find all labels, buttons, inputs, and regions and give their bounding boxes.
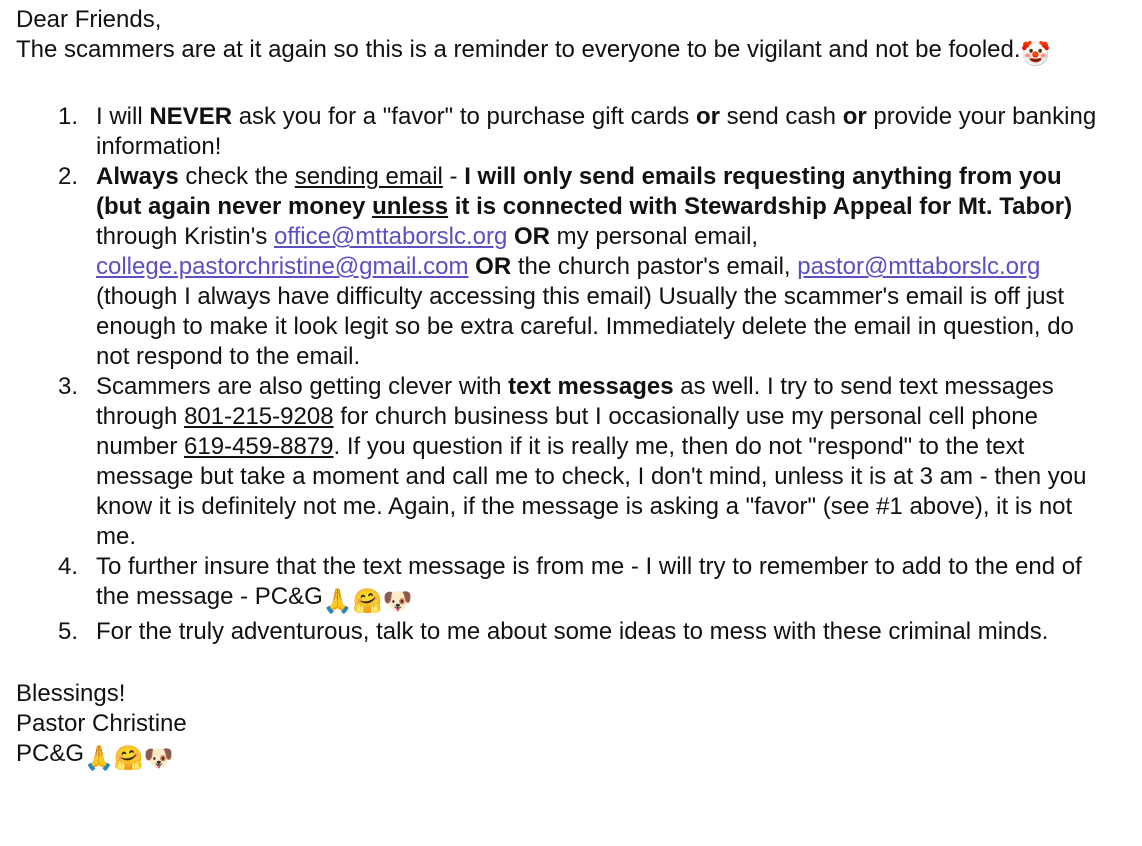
item-underline: sending email [294, 163, 443, 190]
list-item [16, 102, 1142, 162]
blessings-text: Blessings! [16, 680, 126, 707]
item-text: ask you for a "favor" to purchase gift cards [232, 103, 696, 130]
hugging-face-emoji-icon: 🤗 [352, 588, 383, 615]
spacer [16, 647, 1142, 677]
intro-paragraph [16, 35, 1142, 70]
item-bold: I will only send emails requesting anything from you (but again never money [96, 163, 1062, 220]
clown-emoji-icon: 🤡 [1020, 41, 1051, 68]
signature-initials: PC&G [16, 740, 85, 767]
signature-name: Pastor Christine [16, 710, 187, 737]
church-phone-link[interactable]: 801-215-9208 [184, 403, 334, 430]
item-bold: OR [507, 223, 551, 250]
item-text: For the truly adventurous, talk to me about some ideas to mess with these criminal minds. [96, 618, 1049, 645]
dog-face-emoji-icon: 🐶 [143, 745, 174, 772]
list-number: 3. [58, 373, 79, 400]
pastor-email-link[interactable]: pastor@mttaborslc.org [797, 253, 1041, 280]
item-text: I will [96, 103, 150, 130]
greeting: Dear Friends, [16, 6, 162, 33]
hugging-face-emoji-icon: 🤗 [113, 745, 144, 772]
item-bold: text messages [508, 373, 674, 400]
item-text: the church pastor's email, [511, 253, 798, 280]
item-bold-underline: unless [372, 193, 449, 220]
office-email-link[interactable]: office@mttaborslc.org [274, 223, 508, 250]
item-bold: Always [96, 163, 179, 190]
praying-hands-emoji-icon: 🙏 [322, 588, 353, 615]
dog-face-emoji-icon: 🐶 [382, 588, 413, 615]
praying-hands-emoji-icon: 🙏 [84, 745, 114, 772]
item-text: provide your banking information! [96, 103, 1097, 160]
list-item [16, 372, 1142, 552]
item-text: . If you question if it is really me, then do not "respond" to the text message but take a moment and call me to check, I don't mind, unless it is at 3 am - then you know it is definitely not me. Again, if the message is asking a "favor" (see #1 above), it is not me. [96, 433, 1087, 550]
item-text: as well. I try to send text messages through [96, 373, 1054, 430]
item-text: for church business but I occasionally use my personal cell phone number [96, 403, 1038, 460]
item-bold: it is connected with Stewardship Appeal for Mt. Tabor) [448, 193, 1073, 220]
item-text: send cash [719, 103, 843, 130]
signature-initials-line [16, 739, 1142, 774]
item-bold: OR [468, 253, 512, 280]
signoff [16, 679, 1142, 774]
item-text: To further insure that the text message is from me - I will try to remember to add to the end of the message - PC&G [96, 553, 1082, 610]
list-number: 5. [58, 618, 79, 645]
item-text: - [442, 163, 465, 190]
item-bold: or [842, 103, 867, 130]
intro-text: The scammers are at it again so this is a reminder to everyone to be vigilant and not be fooled. [16, 36, 1021, 63]
item-text: Scammers are also getting clever with [96, 373, 509, 400]
personal-email-link[interactable]: college.pastorchristine@gmail.com [96, 253, 469, 280]
list-number: 1. [58, 103, 79, 130]
item-text: check the [178, 163, 295, 190]
list-item [16, 617, 1142, 647]
spacer [16, 70, 1142, 100]
list-number: 2. [58, 163, 79, 190]
list-item [16, 552, 1142, 617]
item-text: my personal email, [550, 223, 759, 250]
item-text: (though I always have difficulty accessing this email) Usually the scammer's email is off just enough to make it look legit so be extra careful. Immediately delete the email in question, do not respond to the email. [96, 283, 1074, 370]
cell-phone-link[interactable]: 619-459-8879 [184, 433, 334, 460]
item-text: through Kristin's [96, 223, 274, 250]
item-bold: NEVER [149, 103, 233, 130]
list-item [16, 162, 1142, 372]
numbered-list [16, 102, 1142, 647]
list-number: 4. [58, 553, 79, 580]
item-bold: or [695, 103, 720, 130]
